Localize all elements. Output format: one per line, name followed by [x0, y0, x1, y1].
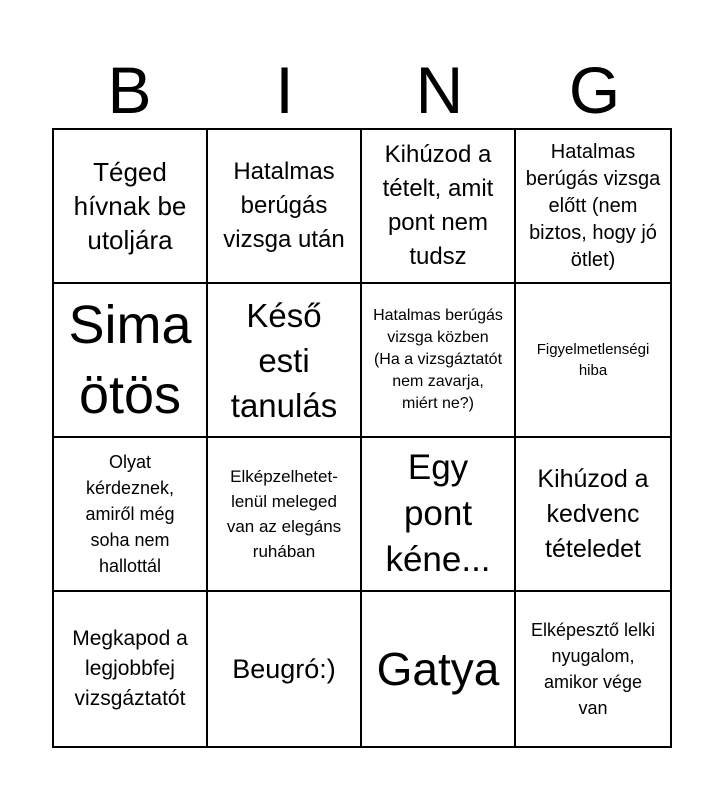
bingo-cell-text: Hatalmas berúgás vizsga előtt (nem biztos, hogy jó ötlet)	[525, 140, 661, 271]
bingo-cell-text: Hatalmas berúgás vizsga után	[223, 158, 345, 253]
header-letter-n: N	[415, 53, 464, 127]
bingo-cell[interactable]	[516, 438, 670, 592]
bingo-cell[interactable]	[516, 284, 670, 438]
bingo-cell-text: Beugró:)	[232, 654, 336, 684]
bingo-cell[interactable]	[516, 130, 670, 284]
header-letter-i: I	[275, 53, 294, 127]
bingo-cell[interactable]	[362, 130, 516, 284]
header-letter-g: G	[568, 53, 621, 127]
bingo-cell[interactable]	[362, 284, 516, 438]
bingo-cell[interactable]	[362, 592, 516, 746]
bingo-cell-text: Kihúzod a tételt, amit pont nem tudsz	[382, 141, 494, 270]
bingo-cell[interactable]	[208, 130, 362, 284]
bingo-cell[interactable]	[362, 438, 516, 592]
bingo-cell-text: Téged hívnak be utoljára	[73, 157, 187, 255]
bingo-cell-text: Elképzelhetet-lenül meleged van az elegáns ruhában	[226, 467, 342, 561]
bingo-cell[interactable]	[208, 592, 362, 746]
bingo-cell[interactable]	[54, 130, 208, 284]
bingo-cell[interactable]	[54, 284, 208, 438]
bingo-header	[52, 52, 672, 128]
bingo-cell-text: Megkapod a legjobbfej vizsgáztatót	[72, 627, 188, 710]
bingo-cell[interactable]	[54, 592, 208, 746]
bingo-cell-text: Hatalmas berúgás vizsga közben (Ha a vizsgáztatót nem zavarja, miért ne?)	[373, 307, 503, 412]
bingo-cell-text: Egy pont kéne...	[385, 448, 491, 579]
bingo-cell-text: Gatya	[376, 643, 500, 695]
bingo-cell[interactable]	[54, 438, 208, 592]
bingo-cell[interactable]	[208, 284, 362, 438]
bingo-cell-text: Figyelmetlenségi hiba	[536, 341, 650, 379]
bingo-cell-text: Elképesztő lelki nyugalom, amikor vége van	[530, 620, 656, 718]
bingo-cell-text: Sima ötös	[68, 295, 192, 425]
bingo-cell[interactable]	[516, 592, 670, 746]
bingo-cell-text: Késő esti tanulás	[230, 296, 338, 424]
bingo-cell-text: Kihúzod a kedvenc tételedet	[537, 464, 649, 563]
header-letter-b: B	[107, 53, 152, 127]
bingo-grid	[52, 128, 672, 748]
bingo-cell[interactable]	[208, 438, 362, 592]
bingo-cell-text: Olyat kérdeznek, amiről még soha nem hallottál	[85, 452, 175, 576]
